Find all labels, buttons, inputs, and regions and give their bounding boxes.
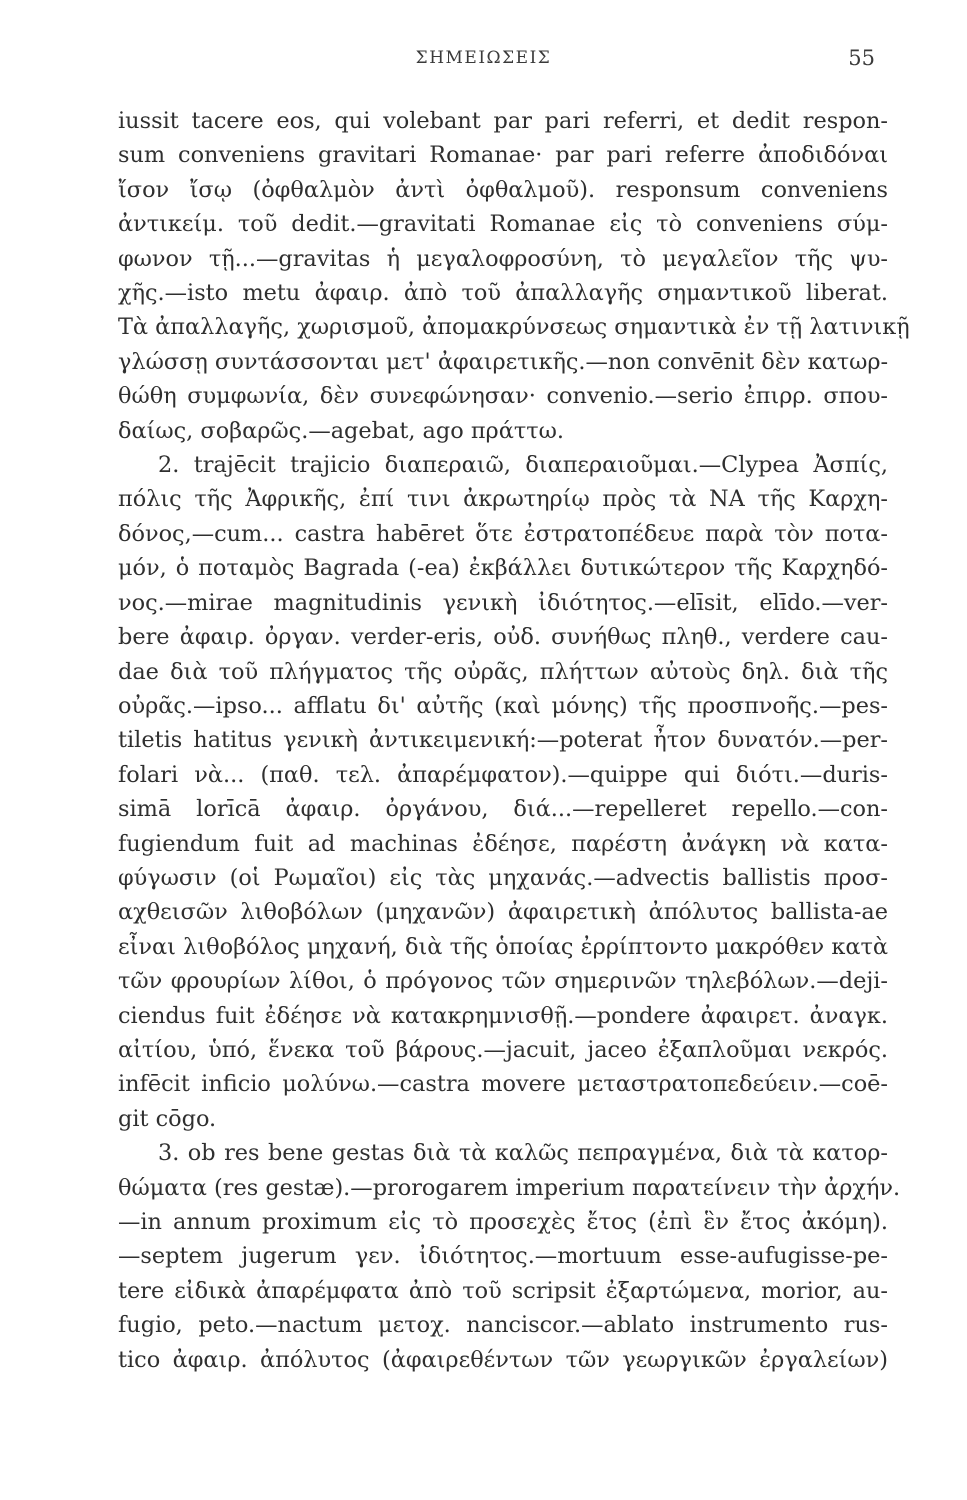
text-line: dae διὰ τοῦ πλήγματος τῆς οὐρᾶς, πλήττων αὐτοὺς δηλ. διὰ τῆς (118, 658, 888, 685)
text-line: Τὰ ἀπαλλαγῆς, χωρισμοῦ, ἀπομακρύνσεως σημαντικὰ ἐν τῇ λατινικῇ (118, 314, 910, 341)
section-start-line: 3. ob res bene gestas διὰ τὰ καλῶς πεπραγμένα, διὰ τὰ κατορ- (158, 1140, 888, 1167)
page-number: 55 (848, 46, 875, 70)
text-line: εἶναι λιθοβόλος μηχανή, διὰ τῆς ὁποίας ἐρρίπτοντο μακρόθεν κατὰ (118, 933, 888, 960)
text-line: θώθη συμφωνία, δὲν συνεφώνησαν· convenio.—serio ἐπιρρ. σπου- (118, 383, 888, 410)
text-line: τῶν φρουρίων λίθοι, ὁ πρόγονος τῶν σημερινῶν τηλεβόλων.—deji- (118, 968, 888, 995)
text-line: γλώσσῃ συντάσσονται μετ' ἀφαιρετικῆς.—non convēnit δὲν κατωρ- (118, 348, 889, 375)
text-line: οὐρᾶς.—ipso... afflatu δι' αὐτῆς (καὶ μόνης) τῆς προσπνοῆς.—pes- (118, 692, 888, 719)
text-line: θώματα (res gestæ).—prorogarem imperium παρατείνειν τὴν ἀρχήν. (118, 1174, 901, 1201)
text-line: φύγωσιν (οἱ Ρωμαῖοι) εἰς τὰς μηχανάς.—advectis ballistis προσ- (118, 864, 888, 891)
notes-body (118, 104, 910, 1377)
section-start-line: 2. trajēcit trajicio διαπεραιῶ, διαπεραιοῦμαι.—Clypea Ἀσπίς, (158, 452, 888, 479)
text-line: —in annum proximum εἰς τὸ προσεχὲς ἔτος (ἐπὶ ἓν ἔτος ἀκόμη). (118, 1209, 888, 1235)
text-line: νος.—mirae magnitudinis γενικὴ ἰδιότητος.—elīsit, elīdo.—ver- (118, 589, 888, 616)
text-line: μόν, ὁ ποταμὸς Bagrada (-ea) ἐκβάλλει δυτικώτερον τῆς Καρχηδό- (118, 555, 888, 582)
text-line: αχθεισῶν λιθοβόλων (μηχανῶν) ἀφαιρετικὴ ἀπόλυτος ballista-ae (118, 899, 888, 926)
text-line: sum conveniens gravitari Romanae· par pari referre ἀποδιδόναι (118, 142, 888, 169)
text-line: φωνον τῇ...—gravitas ἡ μεγαλοφροσύνη, τὸ μεγαλεῖον τῆς ψυ- (118, 245, 888, 272)
text-line: δαίως, σοβαρῶς.—agebat, ago πράττω. (118, 417, 564, 444)
text-line: δόνος,—cum... castra habēret ὅτε ἐστρατοπέδευε παρὰ τὸν ποτα- (118, 520, 888, 547)
text-line: χῆς.—isto metu ἀφαιρ. ἀπὸ τοῦ ἀπαλλαγῆς σημαντικοῦ liberat. (118, 280, 888, 307)
text-line: git cōgo. (118, 1105, 217, 1132)
text-line: ἴσον ἴσῳ (ὀφθαλμὸν ἀντὶ ὀφθαλμοῦ). responsum conveniens (118, 176, 888, 203)
text-line: ἀντικείμ. τοῦ dedit.—gravitati Romanae εἰς τὸ conveniens σύμ- (118, 211, 888, 238)
text-line: πόλις τῆς Ἀφρικῆς, ἐπί τινι ἀκρωτηρίῳ πρὸς τὰ ΝΑ τῆς Καρχη- (118, 486, 888, 513)
text-line: tico ἀφαιρ. ἀπόλυτος (ἀφαιρεθέντων τῶν γεωργικῶν ἐργαλείων) (118, 1346, 888, 1373)
text-line: fugiendum fuit ad machinas ἐδέησε, παρέστη ἀνάγκη νὰ κατα- (118, 830, 888, 857)
text-line: infēcit inficio μολύνω.—castra movere μεταστρατοπεδεύειν.—coē- (118, 1071, 888, 1098)
text-line: iussit tacere eos, qui volebant par pari referri, et dedit respon- (118, 108, 888, 134)
text-line: ciendus fuit ἐδέησε νὰ κατακρημνισθῇ.—pondere ἀφαιρετ. ἀναγκ. (118, 1002, 888, 1029)
running-head-title: ΣΗΜΕΙΩΣΕΙΣ (415, 48, 552, 68)
text-line: tiletis hatitus γενικὴ ἀντικειμενική:—poterat ἦτον δυνατόν.—per- (118, 727, 888, 754)
text-line: αἰτίου, ὑπό, ἕνεκα τοῦ βάρους.—jacuit, jaceo ἐξαπλοῦμαι νεκρός. (118, 1036, 888, 1063)
text-line: folari νὰ... (παθ. τελ. ἀπαρέμφατον).—quippe qui διότι.—duris- (118, 761, 888, 788)
text-line: fugio, peto.—nactum μετοχ. nanciscor.—ablato instrumento rus- (118, 1312, 888, 1339)
text-line: bere ἀφαιρ. ὀργαν. verder-eris, οὐδ. συνήθως πληθ., verdere cau- (118, 624, 888, 651)
text-line: simā lorīcā ἀφαιρ. ὀργάνου, διά...—repelleret repello.—con- (118, 796, 888, 823)
text-line: tere εἰδικὰ ἀπαρέμφατα ἀπὸ τοῦ scripsit ἐξαρτώμενα, morior, au- (118, 1277, 888, 1304)
text-line: —septem jugerum γεν. ἰδιότητος.—mortuum esse-aufugisse-pe- (118, 1243, 888, 1270)
